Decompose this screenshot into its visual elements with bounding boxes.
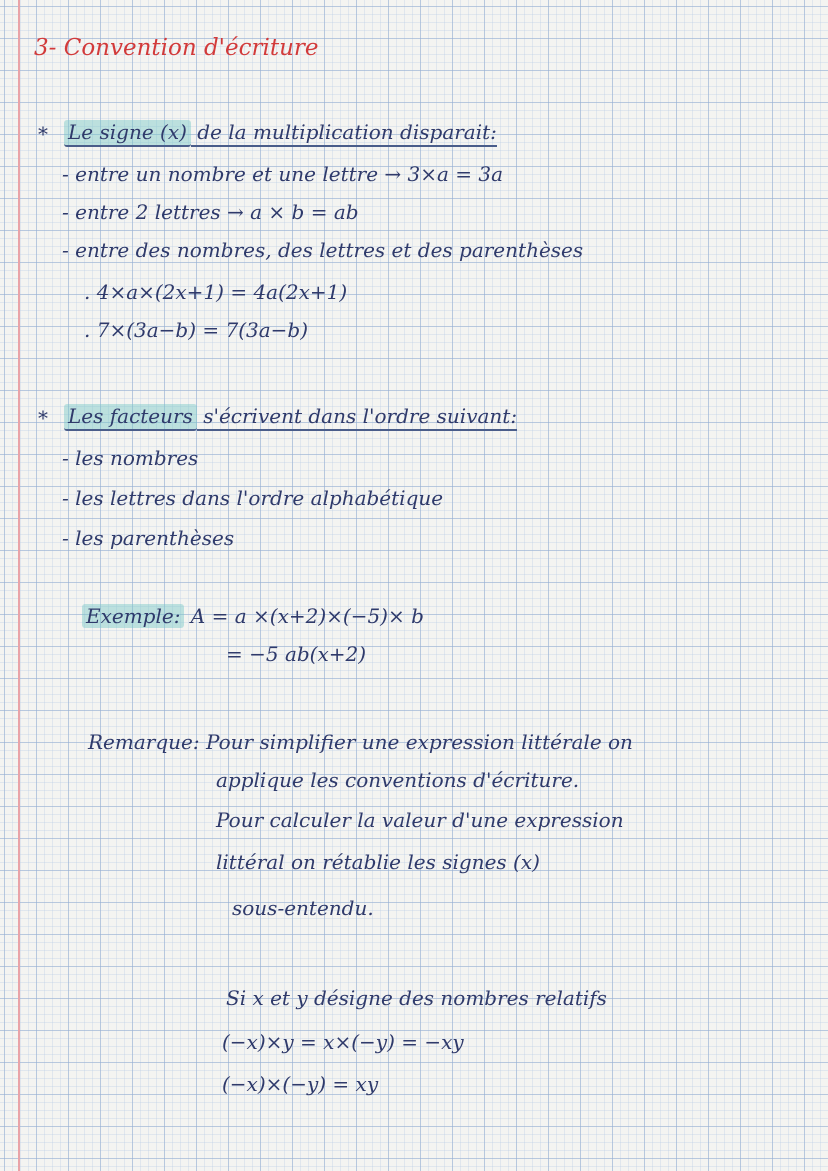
section2-line: - les parenthèses	[62, 526, 235, 550]
remark-line	[88, 730, 633, 754]
section2-heading	[64, 404, 517, 428]
section1-heading-rest: de la multiplication disparait:	[191, 120, 497, 147]
remark-line: sous-entendu.	[232, 896, 374, 920]
section1-line: - entre 2 lettres → a × b = ab	[62, 200, 359, 224]
remark-text: Pour simplifier une expression littérale on	[199, 730, 633, 754]
section1-heading	[64, 120, 497, 144]
relatives-line: (−x)×y = x×(−y) = −xy	[222, 1030, 464, 1054]
bullet-star: *	[38, 122, 48, 146]
example-line	[82, 604, 424, 628]
example-result: = −5 ab(x+2)	[226, 642, 367, 666]
remark-line: Pour calculer la valeur d'une expression	[216, 808, 624, 832]
margin-line	[18, 0, 20, 1171]
example-expression: A = a ×(x+2)×(−5)× b	[184, 604, 424, 628]
example-label: Exemple:	[82, 604, 184, 628]
relatives-line: Si x et y désigne des nombres relatifs	[226, 986, 607, 1010]
section2-line: - les lettres dans l'ordre alphabétique	[62, 486, 444, 510]
remark-line: littéral on rétablie les signes (x)	[216, 850, 540, 874]
bullet-star: *	[38, 406, 48, 430]
section2-heading-rest: s'écrivent dans l'ordre suivant:	[197, 404, 517, 431]
remark-label: Remarque:	[88, 730, 200, 754]
section1-heading-highlight: Le signe (x)	[64, 120, 191, 147]
section1-line: - entre des nombres, des lettres et des parenthèses	[62, 238, 584, 262]
section1-line: - entre un nombre et une lettre → 3×a = 3a	[62, 162, 504, 186]
page-title: 3- Convention d'écriture	[34, 35, 319, 61]
remark-line: applique les conventions d'écriture.	[216, 768, 580, 792]
section2-heading-highlight: Les facteurs	[64, 404, 197, 431]
section1-line: . 4×a×(2x+1) = 4a(2x+1)	[84, 280, 348, 304]
section1-line: . 7×(3a−b) = 7(3a−b)	[84, 318, 309, 342]
relatives-line: (−x)×(−y) = xy	[222, 1072, 379, 1096]
section2-line: - les nombres	[62, 446, 199, 470]
